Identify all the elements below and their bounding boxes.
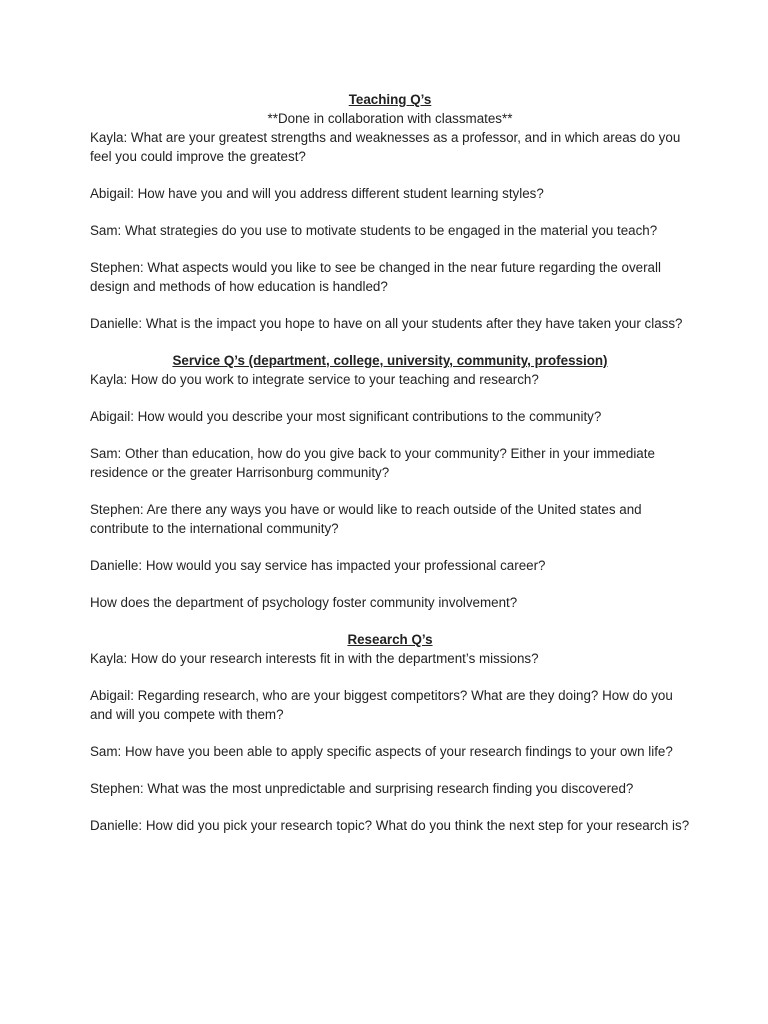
section-title-service: Service Q’s (department, college, university, community, profession) <box>172 353 608 368</box>
question-research-abigail: Abigail: Regarding research, who are your biggest competitors? What are they doing? How do you and will you compete with them? <box>90 688 673 722</box>
document-page <box>90 90 690 853</box>
section-title-research: Research Q’s <box>347 632 433 647</box>
section-service <box>90 351 690 612</box>
question-teaching-kayla: Kayla: What are your greatest strengths and weaknesses as a professor, and in which areas do you feel you could improve the greatest? <box>90 130 681 164</box>
question-service-abigail: Abigail: How would you describe your most significant contributions to the community? <box>90 409 602 424</box>
question-service-danielle: Danielle: How would you say service has impacted your professional career? <box>90 558 546 573</box>
question-teaching-sam: Sam: What strategies do you use to motivate students to be engaged in the material you teach? <box>90 223 658 238</box>
question-research-sam: Sam: How have you been able to apply specific aspects of your research findings to your own life? <box>90 744 673 759</box>
section-title-teaching: Teaching Q’s <box>348 92 432 107</box>
question-research-stephen: Stephen: What was the most unpredictable and surprising research finding you discovered? <box>90 781 634 796</box>
question-service-kayla: Kayla: How do you work to integrate service to your teaching and research? <box>90 372 539 387</box>
question-teaching-abigail: Abigail: How have you and will you address different student learning styles? <box>90 186 544 201</box>
question-research-danielle: Danielle: How did you pick your research topic? What do you think the next step for your research is? <box>90 818 690 833</box>
question-teaching-danielle: Danielle: What is the impact you hope to have on all your students after they have taken your class? <box>90 316 683 331</box>
question-service-department: How does the department of psychology foster community involvement? <box>90 595 518 610</box>
question-research-kayla: Kayla: How do your research interests fit in with the department’s missions? <box>90 651 539 666</box>
question-service-stephen: Stephen: Are there any ways you have or would like to reach outside of the United states and contribute to the international community? <box>90 502 642 536</box>
collaboration-note: **Done in collaboration with classmates** <box>267 111 513 126</box>
section-research <box>90 630 690 835</box>
question-teaching-stephen: Stephen: What aspects would you like to see be changed in the near future regarding the overall design and methods of how education is handled? <box>90 260 661 294</box>
section-teaching <box>90 90 690 333</box>
question-service-sam: Sam: Other than education, how do you give back to your community? Either in your immediate residence or the greater Harrisonburg community? <box>90 446 655 480</box>
